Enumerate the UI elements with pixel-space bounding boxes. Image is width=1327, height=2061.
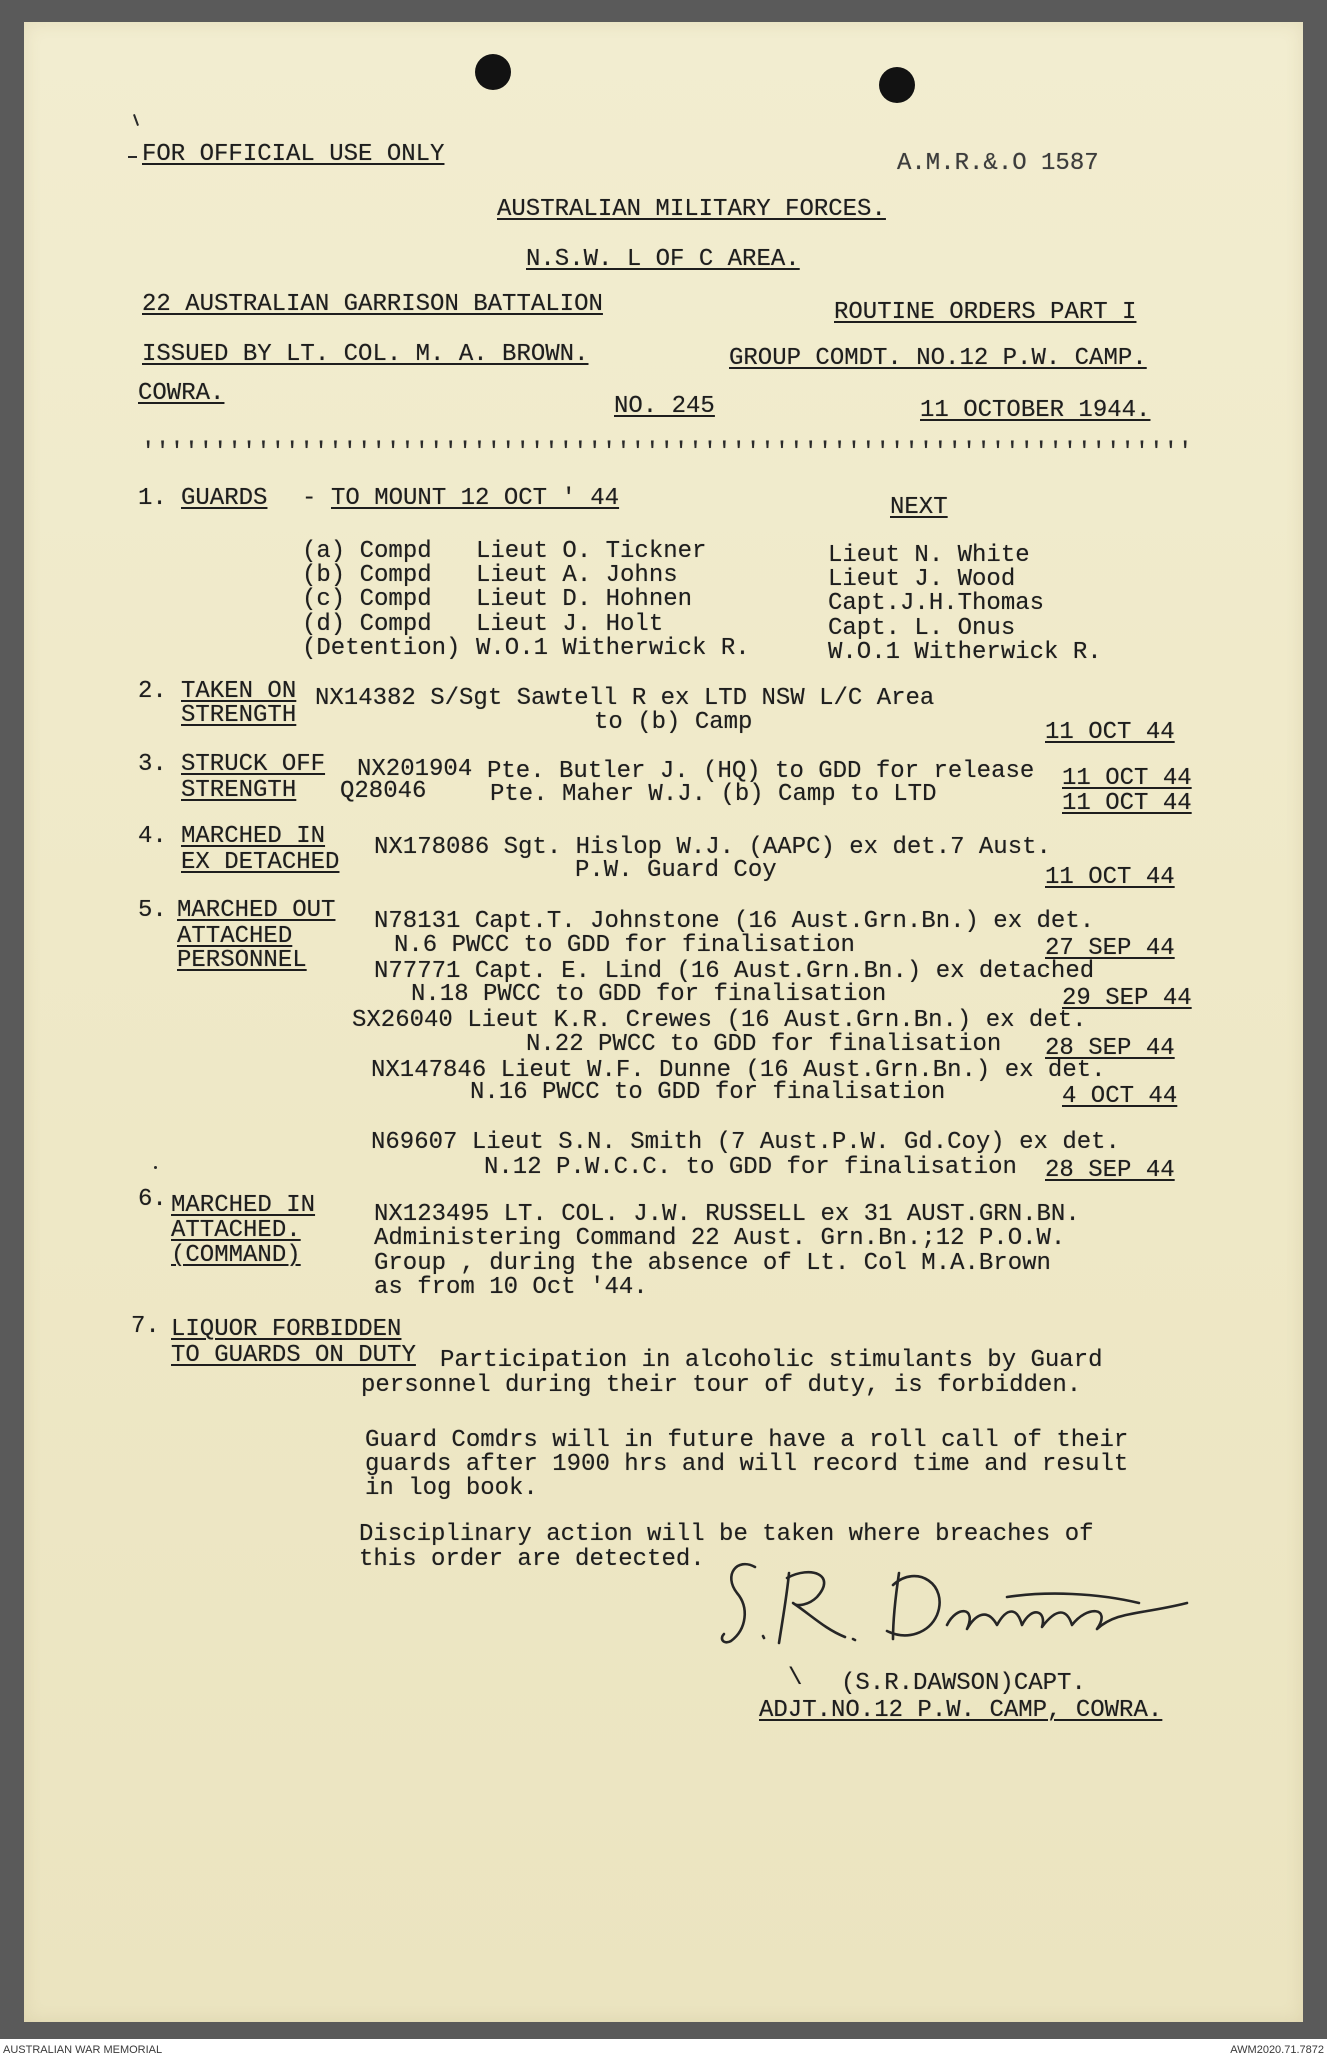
entry-line: N.12 P.W.C.C. to GDD for finalisation — [484, 1154, 1017, 1181]
entry-line: N.18 PWCC to GDD for finalisation — [411, 981, 887, 1008]
guard-next-officer: Capt.J.H.Thomas — [828, 590, 1045, 617]
guard-post: (Detention) — [302, 635, 461, 662]
entry-line: N.22 PWCC to GDD for finalisation — [526, 1031, 1002, 1058]
section-number: 7. — [131, 1313, 160, 1340]
archive-reference: AWM2020.71.7872 — [1230, 2044, 1324, 2056]
service-number: NX201904 — [357, 756, 473, 783]
mount-dash: - — [302, 485, 317, 512]
entry-line: as from 10 Oct '44. — [374, 1274, 648, 1301]
signature-stroke — [779, 1573, 789, 1643]
guard-next-officer: Lieut N. White — [828, 542, 1030, 569]
separator-line: ''''''''''''''''''''''''''''''''''''''''''''''''''''''''''''''''''''''''' — [141, 439, 1193, 466]
entry-line: NX147846 Lieut W.F. Dunne (16 Aust.Grn.Bn.) ex det. — [371, 1057, 1106, 1084]
form-reference: A.M.R.&.O 1587 — [897, 150, 1099, 177]
punch-hole-right — [879, 67, 915, 103]
stray-dot — [154, 1166, 157, 1169]
paragraph-line: this order are detected. — [359, 1546, 705, 1573]
section-number: 6. — [138, 1186, 167, 1213]
section-heading: TAKEN ON — [181, 678, 297, 705]
guard-post: (a) Compd — [302, 538, 432, 565]
section-heading: LIQUOR FORBIDDEN — [171, 1316, 402, 1343]
guard-next-officer: W.O.1 Witherwick R. — [828, 639, 1102, 666]
entry-line: Pte. Maher W.J. (b) Camp to LTD — [490, 781, 937, 808]
section-number: 2. — [138, 678, 167, 705]
entry-line: NX178086 Sgt. Hislop W.J. (AAPC) ex det.7 Aust. — [374, 834, 1051, 861]
entry-line: NX14382 S/Sgt Sawtell R ex LTD NSW L/C Area — [315, 685, 935, 712]
handwritten-signature — [715, 1545, 1195, 1675]
entry-line: N.6 PWCC to GDD for finalisation — [394, 932, 855, 959]
section-heading: MARCHED IN — [181, 823, 326, 850]
paragraph-line: Participation in alcoholic stimulants by Guard — [440, 1347, 1103, 1374]
issued-by: ISSUED BY LT. COL. M. A. BROWN. — [142, 341, 589, 368]
signature-stroke — [722, 1564, 755, 1642]
entry-line: to (b) Camp — [594, 709, 753, 736]
entry-line: SX26040 Lieut K.R. Crewes (16 Aust.Grn.Bn.) ex det. — [352, 1007, 1087, 1034]
entry-date: 4 OCT 44 — [1062, 1083, 1178, 1110]
guard-mount-officer: Lieut A. Johns — [476, 562, 678, 589]
signatory-appointment: ADJT.NO.12 P.W. CAMP, COWRA. — [759, 1697, 1163, 1724]
section-number: 4. — [138, 823, 167, 850]
section-heading: (COMMAND) — [171, 1242, 301, 1269]
paragraph-line: personnel during their tour of duty, is forbidden. — [361, 1372, 1082, 1399]
guard-mount-officer: Lieut D. Hohnen — [476, 586, 693, 613]
entry-line: N78131 Capt.T. Johnstone (16 Aust.Grn.Bn.) ex det. — [374, 908, 1095, 935]
section-heading: GUARDS — [181, 485, 268, 512]
guard-mount-officer: W.O.1 Witherwick R. — [476, 635, 750, 662]
entry-line: P.W. Guard Coy — [575, 857, 777, 884]
location: COWRA. — [138, 380, 225, 407]
entry-line: Administering Command 22 Aust. Grn.Bn.;12 P.O.W. — [374, 1225, 1066, 1252]
entry-line: N.16 PWCC to GDD for finalisation — [470, 1079, 946, 1106]
entry-date: 29 SEP 44 — [1062, 985, 1192, 1012]
section-heading: EX DETACHED — [181, 849, 340, 876]
force-title: AUSTRALIAN MILITARY FORCES. — [497, 196, 886, 223]
paragraph-line: Disciplinary action will be taken where breaches of — [359, 1521, 1094, 1548]
classification-label: FOR OFFICIAL USE ONLY — [142, 141, 445, 168]
entry-line: N69607 Lieut S.N. Smith (7 Aust.P.W. Gd.Coy) ex det. — [371, 1129, 1120, 1156]
signature-stroke — [947, 1603, 1187, 1629]
section-heading: STRENGTH — [181, 777, 297, 804]
section-heading: ATTACHED. — [171, 1217, 301, 1244]
entry-date: 11 OCT 44 — [1045, 864, 1175, 891]
paragraph-line: guards after 1900 hrs and will record time and result — [365, 1451, 1129, 1478]
entry-date: 11 OCT 44 — [1062, 790, 1192, 817]
section-heading: STRUCK OFF — [181, 751, 326, 778]
guard-post: (c) Compd — [302, 586, 432, 613]
entry-date: 11 OCT 44 — [1062, 765, 1192, 792]
entry-line: N77771 Capt. E. Lind (16 Aust.Grn.Bn.) ex detached — [374, 958, 1095, 985]
section-number: 3. — [138, 751, 167, 778]
unit-name: 22 AUSTRALIAN GARRISON BATTALION — [142, 291, 603, 318]
section-heading: PERSONNEL — [177, 947, 307, 974]
entry-date: 28 SEP 44 — [1045, 1157, 1175, 1184]
entry-line: Pte. Butler J. (HQ) to GDD for release — [487, 758, 1035, 785]
guard-post: (d) Compd — [302, 611, 432, 638]
entry-date: 11 OCT 44 — [1045, 719, 1175, 746]
entry-line: NX123495 LT. COL. J.W. RUSSELL ex 31 AUST.GRN.BN. — [374, 1201, 1080, 1228]
signature-stroke — [1007, 1594, 1139, 1603]
signature-stroke — [763, 1636, 764, 1638]
guard-mount-officer: Lieut J. Holt — [476, 611, 664, 638]
service-number: Q28046 — [340, 778, 427, 805]
section-heading: MARCHED OUT — [177, 897, 336, 924]
punch-hole-left — [475, 54, 511, 90]
section-heading: MARCHED IN — [171, 1192, 316, 1219]
order-number: NO. 245 — [614, 393, 715, 420]
section-number: 5. — [138, 897, 167, 924]
signature-mark: \ — [788, 1665, 803, 1692]
archive-name: AUSTRALIAN WAR MEMORIAL — [3, 2044, 163, 2056]
order-date: 11 OCTOBER 1944. — [920, 397, 1151, 424]
paragraph-line: in log book. — [365, 1475, 538, 1502]
section-heading: ATTACHED — [177, 923, 293, 950]
guard-post: (b) Compd — [302, 562, 432, 589]
group-commandant: GROUP COMDT. NO.12 P.W. CAMP. — [729, 345, 1147, 372]
section-heading: TO GUARDS ON DUTY — [171, 1342, 416, 1369]
archive-footer — [0, 2039, 1327, 2061]
guard-mount-officer: Lieut O. Tickner — [476, 538, 707, 565]
next-heading: NEXT — [890, 494, 948, 521]
signature-stroke — [787, 1572, 845, 1637]
section-heading: STRENGTH — [181, 702, 297, 729]
paragraph-line: Guard Comdrs will in future have a roll call of their — [365, 1427, 1129, 1454]
stray-dash — [128, 156, 137, 158]
guard-next-officer: Capt. L. Onus — [828, 615, 1016, 642]
entry-line: Group , during the absence of Lt. Col M.A.Brown — [374, 1250, 1051, 1277]
signature-stroke — [853, 1639, 855, 1640]
section-number: 1. — [138, 485, 167, 512]
area-title: N.S.W. L OF C AREA. — [526, 246, 800, 273]
orders-title: ROUTINE ORDERS PART I — [834, 299, 1137, 326]
entry-date: 27 SEP 44 — [1045, 935, 1175, 962]
guard-next-officer: Lieut J. Wood — [828, 566, 1016, 593]
signatory-name: (S.R.DAWSON)CAPT. — [841, 1670, 1086, 1697]
entry-date: 28 SEP 44 — [1045, 1035, 1175, 1062]
mount-heading: TO MOUNT 12 OCT ' 44 — [331, 485, 620, 512]
